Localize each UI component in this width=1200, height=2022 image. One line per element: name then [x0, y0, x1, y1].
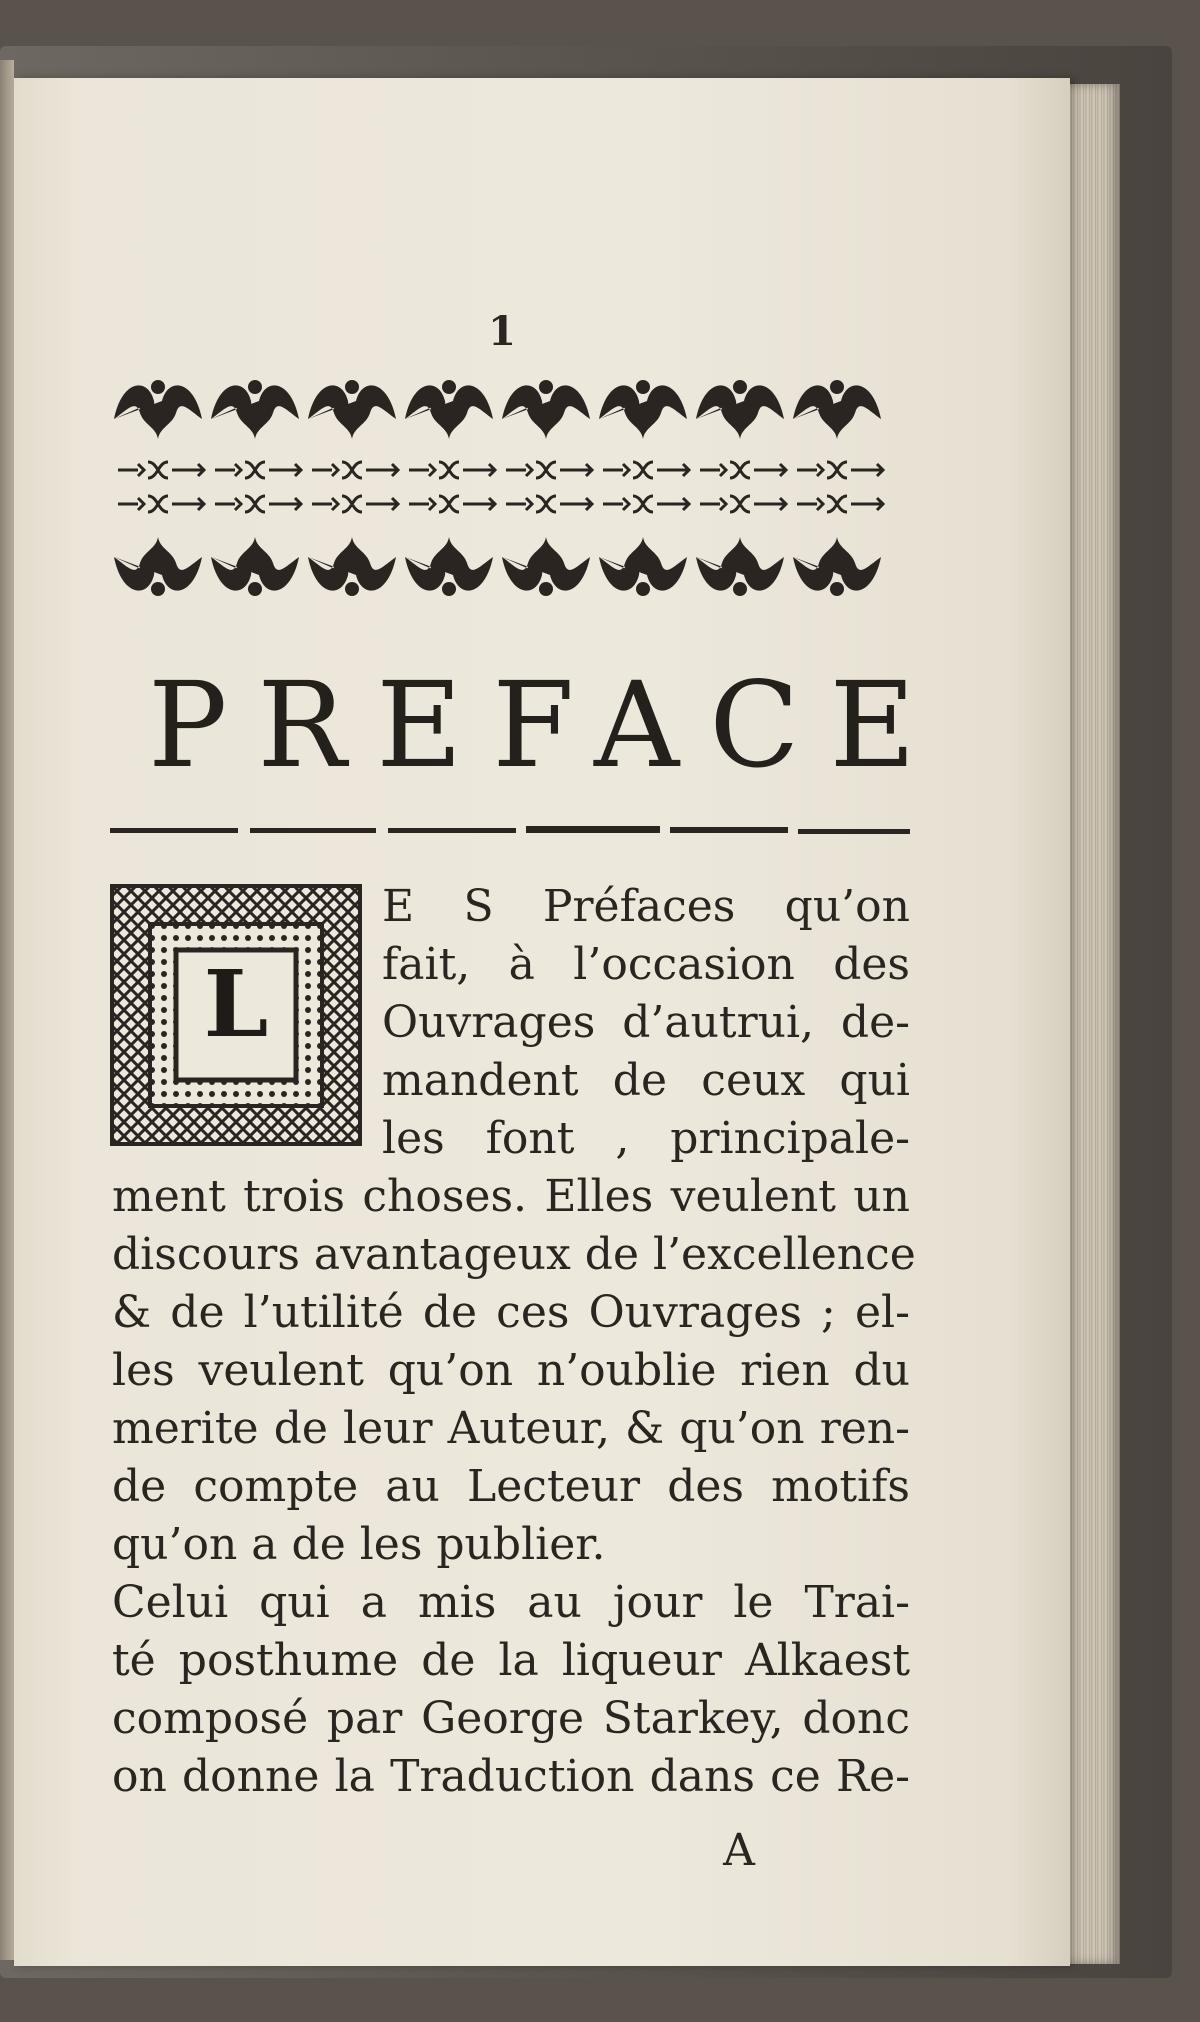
heading-rule — [110, 824, 910, 838]
text-line: mandent de ceux qui — [382, 1055, 910, 1106]
text-line: on donne la Traduction dans ce Re- — [112, 1751, 910, 1802]
text-line: fait, à l’occasion des — [382, 939, 910, 990]
text-line: E S Préfaces qu’on — [382, 881, 910, 932]
signature-mark: A — [723, 1825, 755, 1876]
text-line: discours avantageux de l’excellence — [112, 1229, 916, 1280]
ornament-band-bottom — [110, 524, 888, 610]
text-line: Celui qui a mis au jour le Trai- — [112, 1577, 910, 1628]
text-line: merite de leur Auteur, & qu’on ren- — [112, 1403, 910, 1454]
text-line: les veulent qu’on n’oublie rien du — [112, 1345, 910, 1396]
text-line: composé par George Starkey, donc — [112, 1693, 910, 1744]
previous-page-edge — [0, 60, 14, 1960]
page-heading: PREFACE — [148, 656, 946, 794]
page-number: 1 — [488, 308, 516, 355]
ornament-band-top — [110, 366, 888, 452]
text-line: les font , principale- — [382, 1113, 910, 1164]
text-line: de compte au Lecteur des motifs — [112, 1461, 910, 1512]
drop-cap-letter: L — [203, 950, 269, 1058]
text-line: qu’on a de les publier. — [112, 1519, 606, 1570]
text-line: té posthume de la liqueur Alkaest — [112, 1635, 910, 1686]
text-line: ment trois choses. Elles veulent un — [112, 1171, 910, 1222]
text-line: Ouvrages d’autrui, de- — [382, 997, 910, 1048]
page — [14, 78, 1070, 1966]
ornament-band-middle — [110, 454, 888, 520]
text-line: & de l’utilité de ces Ouvrages ; el- — [112, 1287, 910, 1338]
